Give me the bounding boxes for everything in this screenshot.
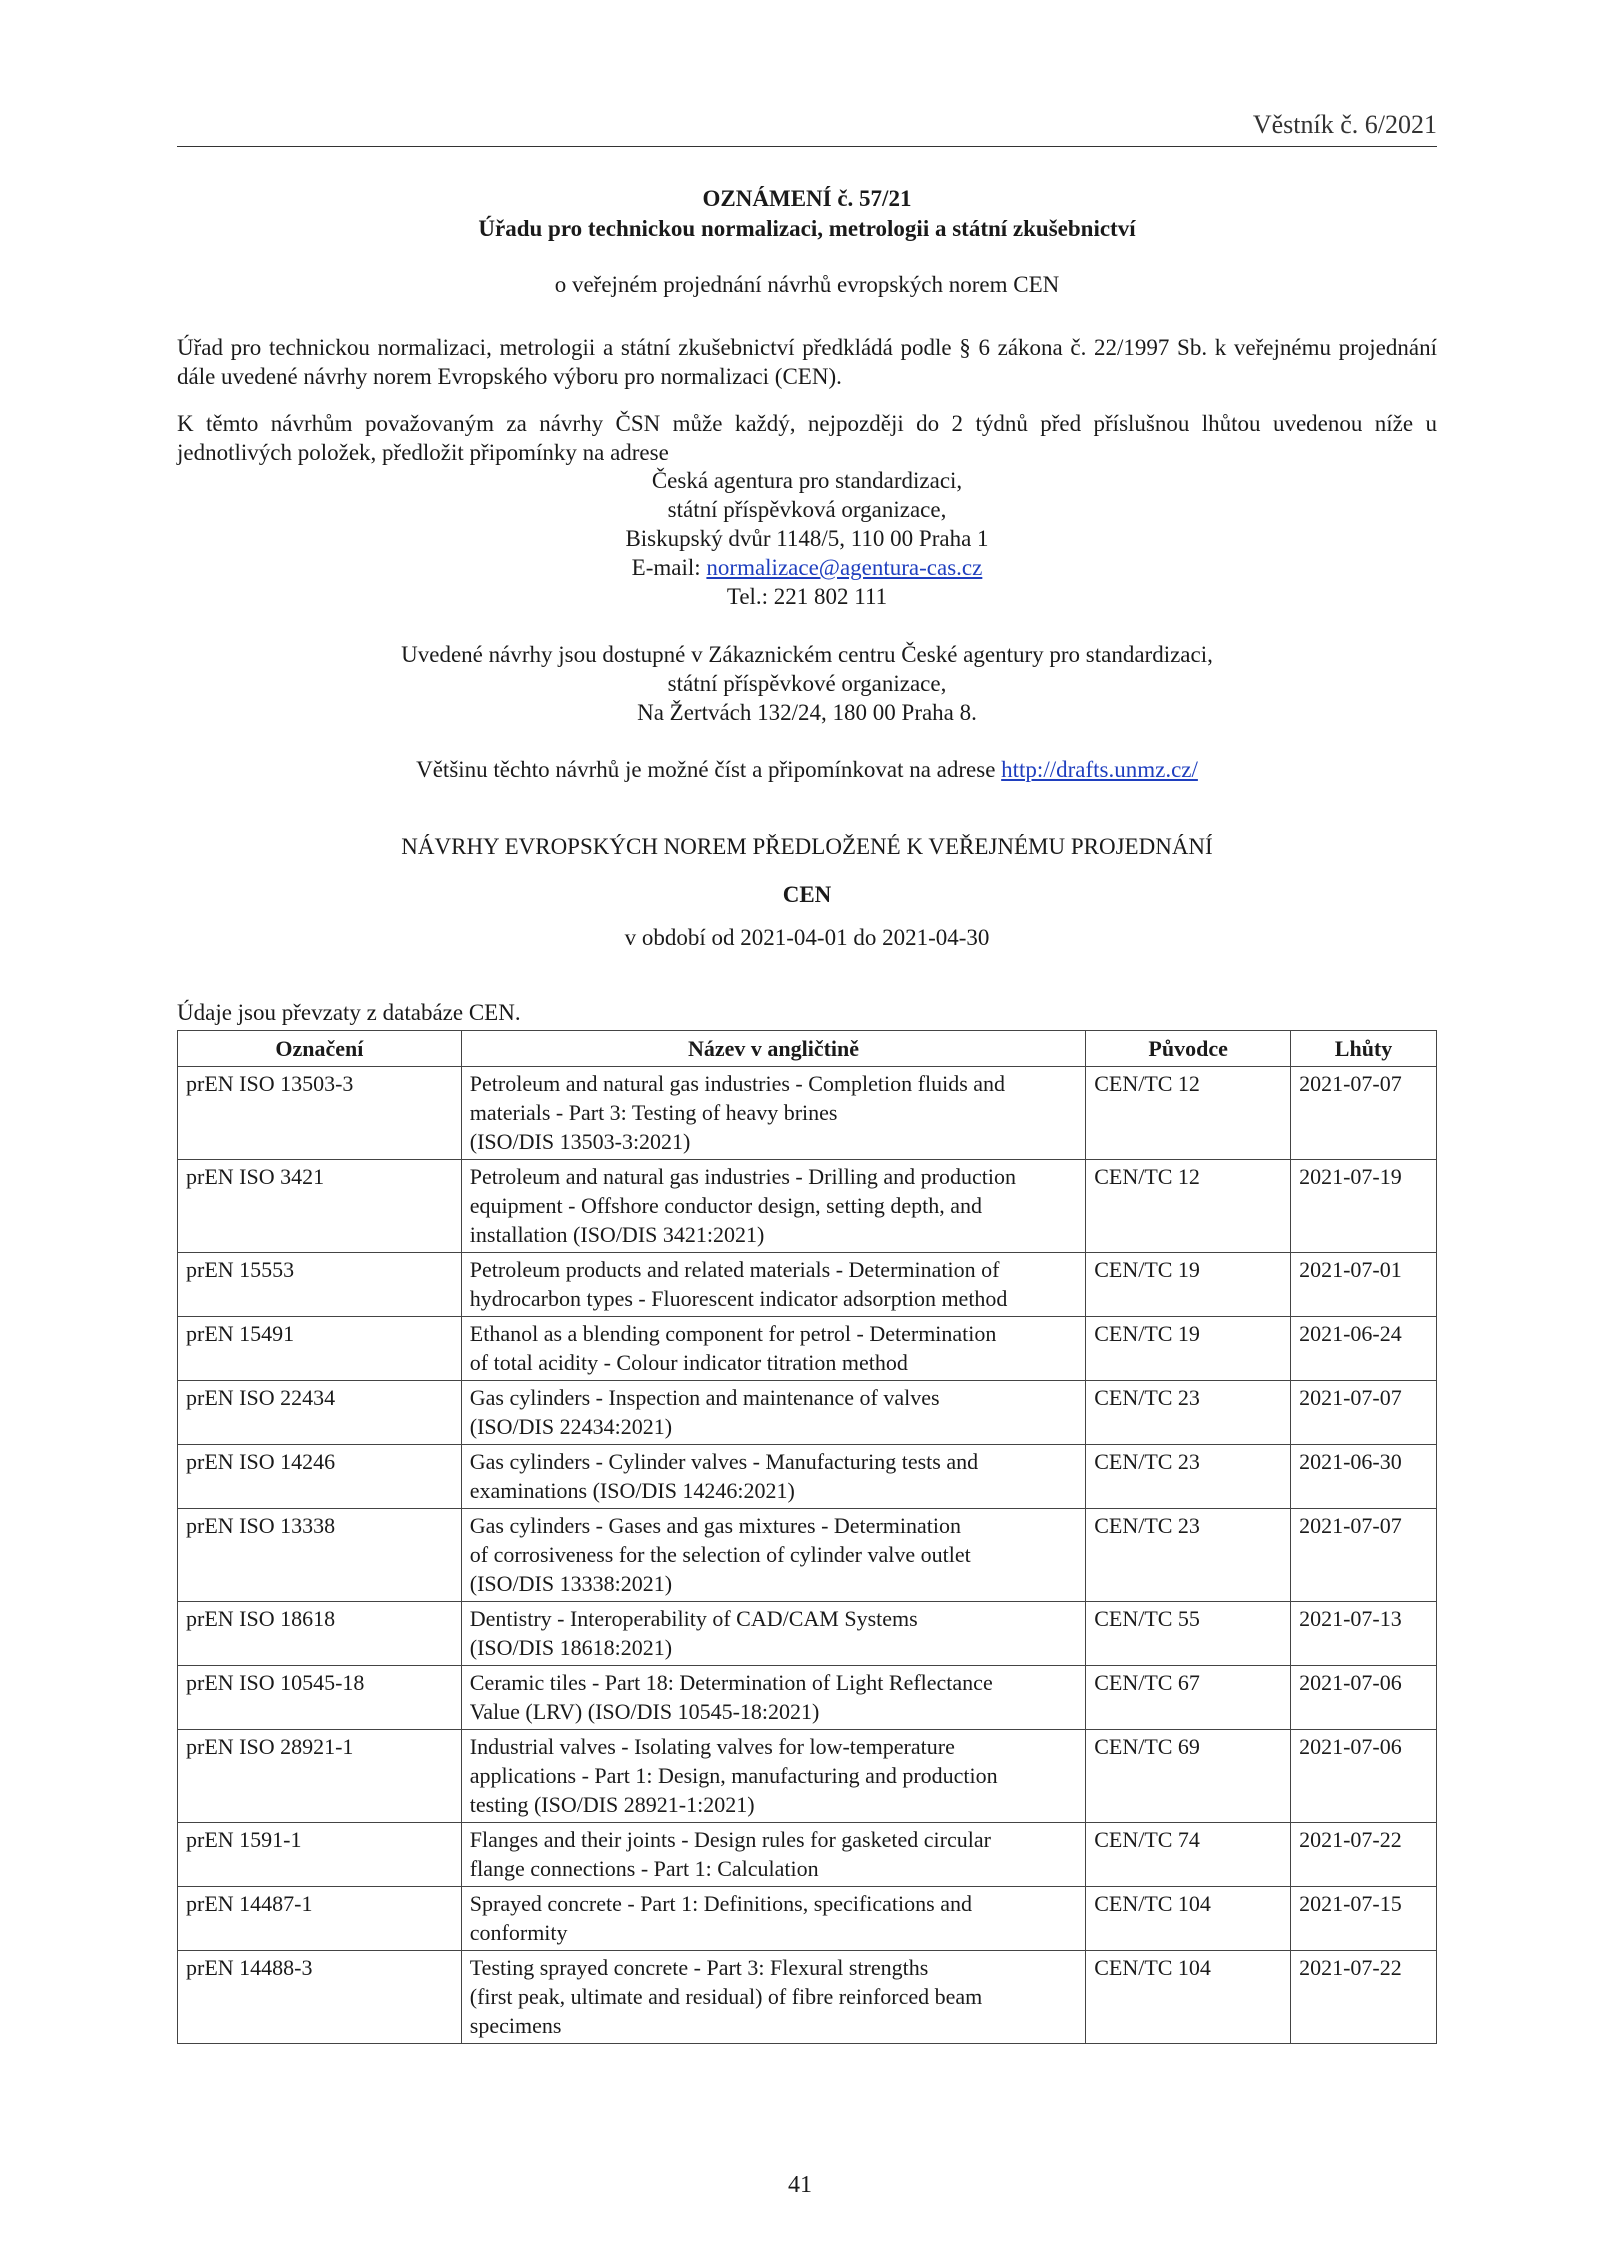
address-line-3: Biskupský dvůr 1148/5, 110 00 Praha 1 xyxy=(625,526,989,551)
notice-title: OZNÁMENÍ č. 57/21 xyxy=(702,186,912,211)
cell-english-title: Petroleum and natural gas industries - Completion fluids and materials - Part 3: Testing of heavy brines (ISO/DIS 13503-3:2021) xyxy=(461,1067,1085,1160)
cell-origin: CEN/TC 55 xyxy=(1086,1602,1291,1666)
cell-designation: prEN ISO 18618 xyxy=(178,1602,462,1666)
cell-english-title: Petroleum products and related materials - Determination of hydrocarbon types - Fluorescent indicator adsorption method xyxy=(461,1253,1085,1317)
cell-english-title: Ceramic tiles - Part 18: Determination of Light Reflectance Value (LRV) (ISO/DIS 10545-18:2021) xyxy=(461,1666,1085,1730)
cell-english-title: Petroleum and natural gas industries - Drilling and production equipment - Offshore conductor design, setting depth, and installation (ISO/DIS 3421:2021) xyxy=(461,1160,1085,1253)
cell-origin: CEN/TC 12 xyxy=(1086,1160,1291,1253)
cell-deadline: 2021-07-07 xyxy=(1291,1509,1437,1602)
header-english-title: Název v angličtině xyxy=(461,1031,1085,1067)
availability-line-1: Uvedené návrhy jsou dostupné v Zákaznickém centru České agentury pro standardizaci, xyxy=(401,642,1213,667)
section-organization: CEN xyxy=(782,882,832,907)
source-note: Údaje jsou převzaty z databáze CEN. xyxy=(177,1000,521,1025)
cell-deadline: 2021-07-22 xyxy=(1291,1951,1437,2044)
cell-origin: CEN/TC 104 xyxy=(1086,1951,1291,2044)
cell-designation: prEN ISO 22434 xyxy=(178,1381,462,1445)
cell-deadline: 2021-07-06 xyxy=(1291,1730,1437,1823)
cell-designation: prEN 15553 xyxy=(178,1253,462,1317)
cell-origin: CEN/TC 19 xyxy=(1086,1317,1291,1381)
cell-designation: prEN 14487-1 xyxy=(178,1887,462,1951)
table-row xyxy=(178,1951,1437,2044)
availability-block xyxy=(177,640,1437,727)
table-row xyxy=(178,1887,1437,1951)
cell-designation: prEN ISO 28921-1 xyxy=(178,1730,462,1823)
email-link[interactable]: normalizace@agentura-cas.cz xyxy=(706,555,983,580)
table-body xyxy=(178,1067,1437,2044)
web-info xyxy=(177,757,1437,783)
table-row xyxy=(178,1730,1437,1823)
cell-designation: prEN 15491 xyxy=(178,1317,462,1381)
cell-english-title: Gas cylinders - Gases and gas mixtures - Determination of corrosiveness for the selection of cylinder valve outlet (ISO/DIS 13338:2021) xyxy=(461,1509,1085,1602)
section-title: NÁVRHY EVROPSKÝCH NOREM PŘEDLOŽENÉ K VEŘEJNÉMU PROJEDNÁNÍ xyxy=(401,834,1213,859)
header-origin: Původce xyxy=(1086,1031,1291,1067)
cell-deadline: 2021-07-07 xyxy=(1291,1067,1437,1160)
availability-line-3: Na Žertvách 132/24, 180 00 Praha 8. xyxy=(637,700,977,725)
cell-deadline: 2021-06-24 xyxy=(1291,1317,1437,1381)
cell-english-title: Flanges and their joints - Design rules for gasketed circular flange connections - Part 1: Calculation xyxy=(461,1823,1085,1887)
cell-designation: prEN ISO 13503-3 xyxy=(178,1067,462,1160)
norms-table xyxy=(177,1030,1437,2044)
address-line-1: Česká agentura pro standardizaci, xyxy=(651,468,963,493)
availability-line-2: státní příspěvkové organizace, xyxy=(667,671,947,696)
cell-deadline: 2021-07-07 xyxy=(1291,1381,1437,1445)
drafts-link[interactable]: http://drafts.unmz.cz/ xyxy=(1001,757,1198,782)
cell-deadline: 2021-07-13 xyxy=(1291,1602,1437,1666)
header-rule xyxy=(177,146,1437,147)
cell-origin: CEN/TC 67 xyxy=(1086,1666,1291,1730)
table-row xyxy=(178,1381,1437,1445)
cell-origin: CEN/TC 19 xyxy=(1086,1253,1291,1317)
cell-deadline: 2021-07-19 xyxy=(1291,1160,1437,1253)
cell-deadline: 2021-07-22 xyxy=(1291,1823,1437,1887)
cell-designation: prEN 14488-3 xyxy=(178,1951,462,2044)
cell-english-title: Gas cylinders - Cylinder valves - Manufacturing tests and examinations (ISO/DIS 14246:2021) xyxy=(461,1445,1085,1509)
address-email-line xyxy=(177,553,1437,582)
table-row xyxy=(178,1317,1437,1381)
notice-authority: Úřadu pro technickou normalizaci, metrologii a státní zkušebnictví xyxy=(478,216,1136,241)
cell-designation: prEN ISO 14246 xyxy=(178,1445,462,1509)
address-block xyxy=(177,466,1437,611)
cell-deadline: 2021-07-15 xyxy=(1291,1887,1437,1951)
address-phone: Tel.: 221 802 111 xyxy=(726,584,888,609)
table-header-row xyxy=(178,1031,1437,1067)
cell-designation: prEN ISO 3421 xyxy=(178,1160,462,1253)
cell-designation: prEN ISO 13338 xyxy=(178,1509,462,1602)
cell-origin: CEN/TC 69 xyxy=(1086,1730,1291,1823)
cell-english-title: Testing sprayed concrete - Part 3: Flexural strengths (first peak, ultimate and residual) of fibre reinforced beam specimens xyxy=(461,1951,1085,2044)
cell-origin: CEN/TC 12 xyxy=(1086,1067,1291,1160)
table-row xyxy=(178,1253,1437,1317)
cell-deadline: 2021-07-01 xyxy=(1291,1253,1437,1317)
notice-paragraph-1: Úřad pro technickou normalizaci, metrologii a státní zkušebnictví předkládá podle § 6 zákona č. 22/1997 Sb. k veřejnému projednání dále uvedené návrhy norem Evropského výboru pro normalizaci (CEN). xyxy=(177,335,1437,389)
table-row xyxy=(178,1067,1437,1160)
cell-origin: CEN/TC 74 xyxy=(1086,1823,1291,1887)
table-row xyxy=(178,1666,1437,1730)
cell-designation: prEN ISO 10545-18 xyxy=(178,1666,462,1730)
bulletin-issue: Věstník č. 6/2021 xyxy=(1252,110,1437,139)
email-label: E-mail: xyxy=(631,555,707,580)
cell-origin: CEN/TC 23 xyxy=(1086,1445,1291,1509)
table-row xyxy=(178,1509,1437,1602)
cell-origin: CEN/TC 23 xyxy=(1086,1509,1291,1602)
cell-origin: CEN/TC 104 xyxy=(1086,1887,1291,1951)
cell-english-title: Ethanol as a blending component for petrol - Determination of total acidity - Colour indicator titration method xyxy=(461,1317,1085,1381)
table-row xyxy=(178,1160,1437,1253)
header-deadline: Lhůty xyxy=(1291,1031,1437,1067)
section-period: v období od 2021-04-01 do 2021-04-30 xyxy=(624,925,990,950)
address-line-2: státní příspěvková organizace, xyxy=(667,497,947,522)
web-text: Většinu těchto návrhů je možné číst a připomínkovat na adrese xyxy=(416,757,1002,782)
cell-deadline: 2021-06-30 xyxy=(1291,1445,1437,1509)
cell-english-title: Gas cylinders - Inspection and maintenance of valves (ISO/DIS 22434:2021) xyxy=(461,1381,1085,1445)
notice-paragraph-2: K těmto návrhům považovaným za návrhy ČSN může každý, nejpozději do 2 týdnů před příslušnou lhůtou uvedenou níže u jednotlivých položek, předložit připomínky na adrese xyxy=(177,411,1437,465)
cell-english-title: Sprayed concrete - Part 1: Definitions, specifications and conformity xyxy=(461,1887,1085,1951)
cell-deadline: 2021-07-06 xyxy=(1291,1666,1437,1730)
cell-origin: CEN/TC 23 xyxy=(1086,1381,1291,1445)
cell-designation: prEN 1591-1 xyxy=(178,1823,462,1887)
cell-english-title: Industrial valves - Isolating valves for low-temperature applications - Part 1: Design, manufacturing and production testing (ISO/DIS 28921-1:2021) xyxy=(461,1730,1085,1823)
header-designation: Označení xyxy=(178,1031,462,1067)
notice-subject: o veřejném projednání návrhů evropských norem CEN xyxy=(554,272,1060,297)
table-row xyxy=(178,1445,1437,1509)
page-number: 41 xyxy=(788,2172,812,2198)
table-row xyxy=(178,1602,1437,1666)
cell-english-title: Dentistry - Interoperability of CAD/CAM Systems (ISO/DIS 18618:2021) xyxy=(461,1602,1085,1666)
table-row xyxy=(178,1823,1437,1887)
